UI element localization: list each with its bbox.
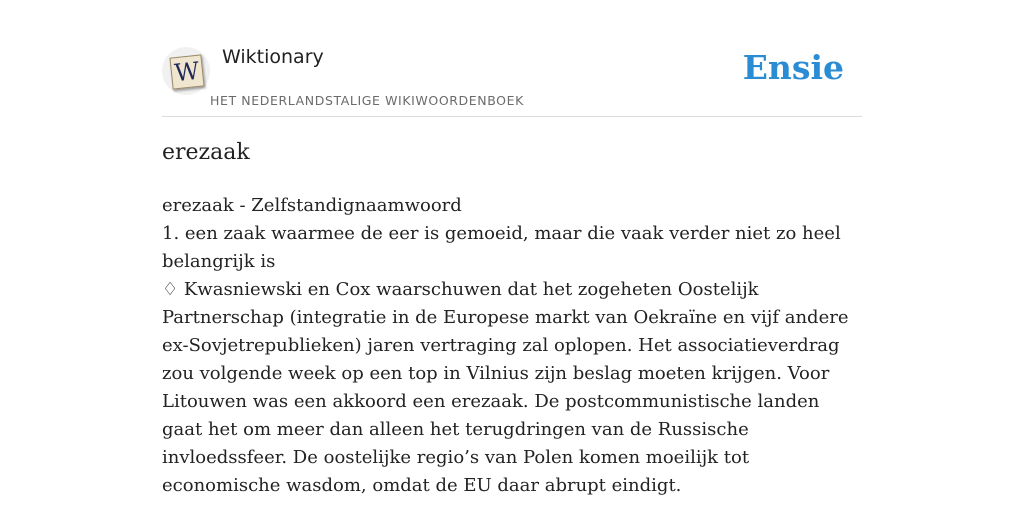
entry-content [162, 192, 862, 500]
wiktionary-logo[interactable] [162, 47, 210, 95]
site-name[interactable]: Wiktionary [222, 46, 324, 68]
example-quote: ♢ Kwasniewski en Cox waarschuwen dat het zogeheten Oostelijk Partnerschap (integratie in de Europese markt van Oekraïne en vijf andere ex-Sovjetrepublieken) jaren vertraging zal oplopen. Het associatieverdrag zou volgende week op een top in Vilnius zijn beslag moeten krijgen. Voor Litouwen was een akkoord een erezaak. De postcommunistische landen gaat het om meer dan alleen het terugdringen van de Russische invloedssfeer. De oostelijke regio’s van Polen komen moeilijk tot economische wasdom, omdat de EU daar abrupt eindigt. [162, 279, 849, 496]
logo-tile-icon: W [169, 54, 204, 89]
site-header [162, 0, 862, 117]
site-tagline: HET NEDERLANDSTALIGE WIKIWOORDENBOEK [210, 93, 524, 108]
ensie-brand-link[interactable]: Ensie [742, 48, 844, 87]
part-of-speech-line: erezaak - Zelfstandignaamwoord [162, 195, 462, 216]
definition: 1. een zaak waarmee de eer is gemoeid, maar die vaak verder niet zo heel belangrijk is [162, 223, 841, 272]
entry-title: erezaak [162, 140, 250, 165]
